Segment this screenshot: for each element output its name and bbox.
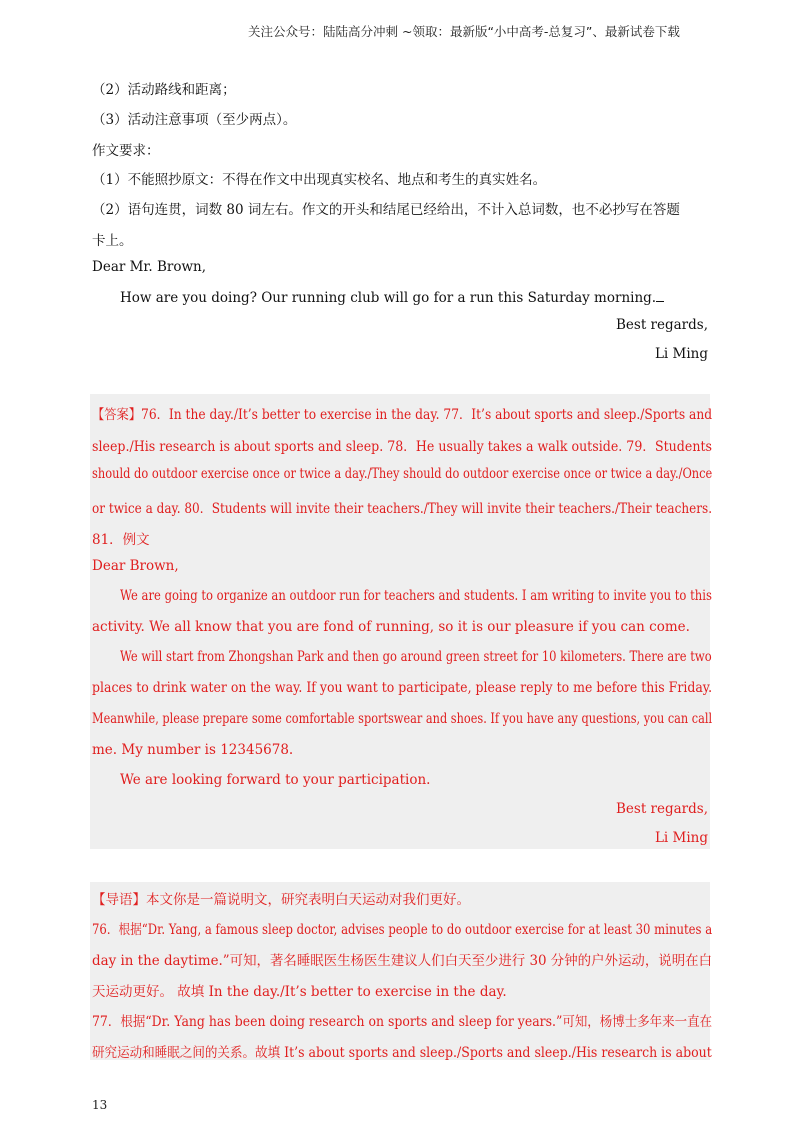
guide-line: 研究运动和睡眠之间的关系。故填 It’s about sports and sleep./Sports and sleep./His research is about bbox=[92, 1045, 712, 1061]
guide-line: 77．根据“Dr. Yang has been doing research on sports and sleep for years.”可知，杨博士多年来一直在 bbox=[92, 1014, 713, 1030]
essay-line: We will start from Zhongshan Park and then go around green street for 10 kilometers. There are two bbox=[120, 649, 712, 665]
letter-signature: Li Ming bbox=[654, 346, 708, 362]
essay-line: Meanwhile, please prepare some comfortable sportswear and shoes. If you have any questions, you can call bbox=[92, 711, 713, 727]
guide-line: 76．根据“Dr. Yang, a famous sleep doctor, advises people to do outdoor exercise for at least 30 minutes a bbox=[92, 922, 713, 938]
answer-line: 【答案】76．In the day./It’s better to exercise in the day. 77．It’s about sports and sleep./Sports and bbox=[92, 407, 713, 423]
answer-line: or twice a day. 80．Students will invite their teachers./They will invite their teachers./Their teachers. bbox=[92, 501, 713, 517]
guide-box bbox=[90, 882, 713, 1060]
guide-line: 【导语】本文你是一篇说明文，研究表明白天运动对我们更好。 bbox=[92, 892, 470, 908]
answer-line: 81．例文 bbox=[92, 532, 150, 548]
guide-line: day in the daytime.”可知，著名睡眠医生杨医生建议人们白天至少进行 30 分钟的户外运动，说明在白 bbox=[92, 953, 713, 969]
letter-closing: Best regards, bbox=[615, 317, 708, 333]
prompt-line: （3）活动注意事项（至少两点）。 bbox=[92, 112, 297, 128]
essay-line: places to drink water on the way. If you want to participate, please reply to me before this Friday. bbox=[92, 680, 713, 696]
essay-signature: Li Ming bbox=[654, 830, 708, 846]
prompt-line: 作文要求： bbox=[92, 143, 160, 159]
essay-salutation: Dear Brown, bbox=[92, 558, 179, 574]
letter-opening: How are you doing? Our running club will go for a run this Saturday morning. bbox=[120, 289, 664, 306]
guide-line: 天运动更好。 故填 In the day./It’s better to exercise in the day. bbox=[92, 984, 507, 1000]
essay-line: activity. We all know that you are fond of running, so it is our pleasure if you can come. bbox=[92, 619, 690, 635]
essay-line: me. My number is 12345678. bbox=[92, 742, 294, 758]
answer-line: should do outdoor exercise once or twice a day./They should do outdoor exercise once or twice a day./Once bbox=[92, 466, 713, 482]
page-number: 13 bbox=[92, 1098, 108, 1112]
blank-underline bbox=[656, 289, 664, 302]
prompt-line: （2）语句连贯，词数 80 词左右。作文的开头和结尾已经给出，不计入总词数，也不必抄写在答题 bbox=[92, 202, 680, 218]
prompt-line: （1）不能照抄原文：不得在作文中出现真实校名、地点和考生的真实姓名。 bbox=[92, 172, 547, 188]
prompt-line: 卡上。 bbox=[92, 233, 133, 249]
essay-closing: Best regards, bbox=[615, 801, 708, 817]
answer-line: sleep./His research is about sports and sleep. 78．He usually takes a walk outside. 79．Students bbox=[92, 439, 712, 455]
prompt-line: （2）活动路线和距离； bbox=[92, 82, 236, 98]
essay-line: We are going to organize an outdoor run for teachers and students. I am writing to invite you to this bbox=[120, 588, 712, 604]
letter-salutation: Dear Mr. Brown, bbox=[92, 259, 207, 275]
page-header: 关注公众号：陆陆高分冲刺 ~领取：最新版“小中高考-总复习”、最新试卷下载 bbox=[248, 24, 680, 39]
essay-line: We are looking forward to your participation. bbox=[120, 772, 431, 788]
